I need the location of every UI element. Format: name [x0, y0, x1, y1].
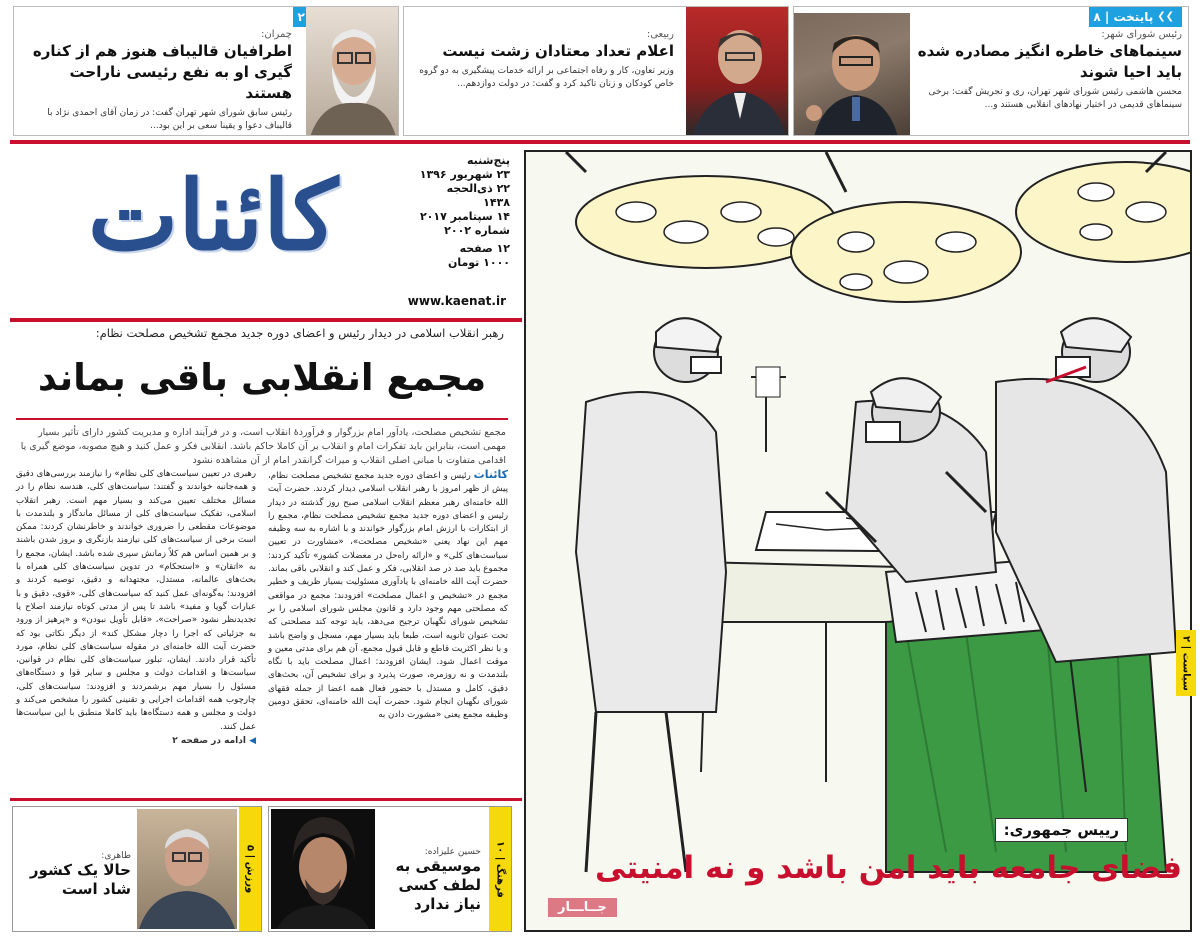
cartoon-kicker: رییس جمهوری:	[995, 818, 1128, 842]
teaser-headline[interactable]: اطرافیان قالیباف هنوز هم از کناره گیری او به نفع رئیسی ناراحت هستند	[32, 42, 292, 102]
bottom-divider	[10, 798, 522, 801]
teaser-capital[interactable]	[793, 6, 1189, 136]
side-section-tab	[1176, 630, 1196, 696]
portrait-figure	[686, 7, 789, 136]
portrait-figure	[271, 809, 375, 929]
cartoon-headline[interactable]: فضای جامعه باید امن باشد و نه امنیتی	[595, 850, 1182, 886]
lead-column-right	[268, 468, 508, 723]
lead-lede: مجمع تشخیص مصلحت، یادآور امام بزرگوار و فرآوردهٔ انقلاب است، و در فرآیند اداره و مدیریت کشور دارای تأثیر بسیار مهمی است، بنابراین باید تفکرات امام و انقلاب بر آن کاملا حاکم باشد. انقلابی فکر و عمل کنید و هیچ مصوبه، موضع گیری یا اقدامی متفاوت با مبانی اصلی انقلاب و میراث گرانقدر امام از آن مشاهده نشود	[20, 427, 506, 466]
continued-label: ادامه در صفحه ۲	[172, 735, 246, 746]
lead-kicker: رهبر انقلاب اسلامی در دیدار رئیس و اعضای دوره جدید مجمع تشخیص مصلحت نظام:	[95, 326, 504, 340]
teaser-body: رئیس سابق شورای شهر تهران گفت: در زمان آقای احمدی نژاد با قالیباف دعوا و یقینا سعی بر این بود...	[47, 108, 292, 131]
issue-date-gregorian: ۱۴ سپتامبر ۲۰۱۷	[419, 210, 510, 223]
photo-rabiei	[686, 7, 789, 136]
issue-price: ۱۰۰۰ تومان	[447, 256, 510, 269]
issue-info	[418, 154, 510, 270]
culture-tab-label: فرهنگ | ۱۰	[494, 840, 506, 898]
watermark: جــاـــار	[548, 898, 617, 917]
teaser-headline[interactable]: سینماهای خاطره انگیز مصادره شده باید احیا شوند	[917, 42, 1182, 81]
cartoon-frame	[524, 150, 1192, 932]
lead-column-left: رهبری در تعیین سیاست‌های کلی نظام» را نیازمند بررسی‌های دقیق و همه‌جانبه خواندند و گفتند: سیاست‌های کلی، هندسه نظام را در مسائل مختلف تعیین می‌کند و بسیار مهم است. رهبر انقلاب اسلامی، تفکیک سیاست‌های کلی از مسائل ماندگار و بلندمدت با موضوعات مقطعی را ضروری خواندند و خاطرنشان کردند: ممکن است برخی از سیاست‌های کلی نیازمند بازنگری و بروز شدن باشند و بر همین اساس هم کلاً زمانش سپری شده باشد. ایشان، مجمع را به «اتقان» و «استحکام» در تدوین سیاست‌های کلی همراه با بحث‌های عالمانه، مستدل، مجتهدانه و دقیق، توصیه کردند و افزودند: به‌گونه‌ای عمل کنید که سیاست‌های کلی، «قوی، دقیق و با عبارات گویا و مفید» باشد تا پس از مدتی کوتاه نیازمند اصلاح یا تجدیدنظر نشود «صراحت»، «قابل تأویل نبودن» و «پرهیز از ورود به جزئیاتی که اجرا را دچار مشکل کند» از دیگر نکاتی بود که حضرت آیت الله خامنه‌ای در مقوله سیاست‌های کلی نظام، مورد تأکید قرار دادند. ایشان، تبلور سیاست‌های کلی نظام در قوانین، سیاست‌ها و اقدامات دولت و مجلس و سایر قوا و دستگاه‌های مسئول را بسیار مهم برشمردند و افزودند: سیاست‌های کلی، چارچوب همه اقدامات اجرایی و تقنینی کشور را مشخص می‌کند و دولت و مجلس و همه دستگاه‌ها باید کاملا منطبق با این سیاست‌ها عمل کنند.	[16, 469, 256, 732]
sport-tab-label: ورزش | ۵	[244, 844, 256, 894]
sport-tab	[239, 807, 261, 931]
photo-hashemi	[794, 13, 910, 136]
side-section-tab-label: سیاست | ۲	[1180, 635, 1192, 691]
teaser-source: چمران:	[261, 29, 292, 40]
surgery-cartoon	[526, 152, 1190, 930]
box-source: حسین علیزاده:	[424, 847, 481, 857]
issue-pages: ۱۲ صفحه	[459, 242, 510, 255]
lead-rule	[16, 418, 508, 420]
teaser-source: رئیس شورای شهر:	[1101, 29, 1182, 40]
box-culture[interactable]	[268, 806, 512, 932]
masthead	[12, 148, 512, 316]
box-headline[interactable]: حالا یک کشور شاد است	[29, 861, 131, 898]
photo-alizadeh	[271, 809, 375, 929]
newspaper-logo[interactable]: کائنات	[87, 159, 339, 272]
teaser-body: محسن هاشمی رئیس شورای شهر تهران، ری و تجریش گفت: برخی سینماهای قدیمی در اختیار نهادهای انقلابی هستند و...	[928, 87, 1182, 110]
continued-link[interactable]	[16, 736, 256, 746]
section-tag	[1089, 7, 1182, 27]
teaser-source: ربیعی:	[646, 29, 674, 40]
section-tag-label: ۲	[297, 10, 305, 24]
teaser-headline[interactable]: اعلام تعداد معتادان زشت نیست	[442, 42, 674, 60]
website-url[interactable]: www.kaenat.ir	[407, 294, 506, 308]
lead-headline[interactable]: مجمع انقلابی باقی بماند	[37, 356, 487, 399]
lead-story	[12, 326, 512, 794]
lead-column-right-text: رئیس و اعضای دوره جدید مجمع تشخیص مصلحت نظام، پیش از ظهر امروز با رهبر انقلاب اسلامی دیدار کردند. حضرت آیت الله خامنه‌ای رهبر معظم انقلاب اسلامی صبح روز گذشته در دیدار رئیس و اعضای دوره جدید مجمع تشخیص مصلحت نظام، مجمع را از ابتکارات با ارزش امام بزرگوار خواندند و با اشاره به سه وظیفه مهم این نهاد یعنی «تشخیص مصلحت»، «مشاورت در تعیین سیاست‌های کلی» و «ارائه راه‌حل در معضلات کشور» تأکید کردند: مجموع باید صد در صد انقلابی، فکر و عمل کند و انقلابی باقی بماند. حضرت آیت الله خامنه‌ای با یادآوری مسئولیت بسیار ظریف و خطیر مجمع در «تشخیص و اعمال مصلحت» افزودند: مجمع در مواقعی که مصلحتی مهم وجود دارد و قانون مجلس شورای اسلامی را بر تشخیص شورای نگهبان ترجیح می‌دهد، باید توجه کند مصلحتی که تحت عنوان ثانویه است، طبعا باید بسیار مهم، مسجل و واضح باشد و با نظر اکثریت قاطع و قابل قبول مجمع، آن هم برای مدتی معین و موقت اعمال شود. ایشان افزودند: اعمال مصلحت باید با نگاه بلندمدت و نه روزمره، صورت پذیرد و برای تشخیص آن، بحث‌های دقیق، کامل و مستدل با حضور فعال همه اعضا از جمله فقهای شورای نگهبان انجام شود. حضرت آیت الله خامنه‌ای، تحقق دومین وظیفه مجمع یعنی «مشورت دادن به	[268, 471, 508, 721]
top-divider	[10, 140, 1190, 144]
portrait-figure	[306, 7, 399, 136]
teaser-society[interactable]	[403, 6, 789, 136]
teaser-body: وزیر تعاون، کار و رفاه اجتماعی بر ارائه خدمات پیشگیری به دو گروه خاص کودکان و زنان تاکید کرد و گفت: در دولت دوازدهم...	[419, 66, 674, 89]
masthead-divider	[10, 318, 522, 322]
chevron-icon: ❯❯	[1157, 11, 1174, 22]
box-sport[interactable]	[12, 806, 262, 932]
issue-date-lunar: ۲۲ ذی‌الحجه ۱۴۳۸	[446, 182, 510, 209]
photo-chamran	[306, 7, 399, 136]
section-tag-label: پایتخت | ۸	[1093, 10, 1154, 24]
arrow-icon: ◀	[249, 735, 256, 746]
issue-day: پنج‌شنبه	[466, 154, 510, 167]
teaser-politics[interactable]	[13, 6, 399, 136]
portrait-figure	[794, 13, 910, 136]
box-source: طاهری:	[101, 851, 131, 861]
culture-tab	[489, 807, 511, 931]
issue-number: شماره ۲۰۰۲	[444, 224, 510, 237]
photo-taheri	[137, 809, 237, 929]
issue-date-solar: ۲۳ شهریور ۱۳۹۶	[419, 168, 510, 181]
box-headline[interactable]: موسیقی به لطف کسی نیاز ندارد	[395, 857, 481, 913]
lead-byline: کائنات	[473, 468, 508, 481]
portrait-figure	[137, 809, 237, 929]
